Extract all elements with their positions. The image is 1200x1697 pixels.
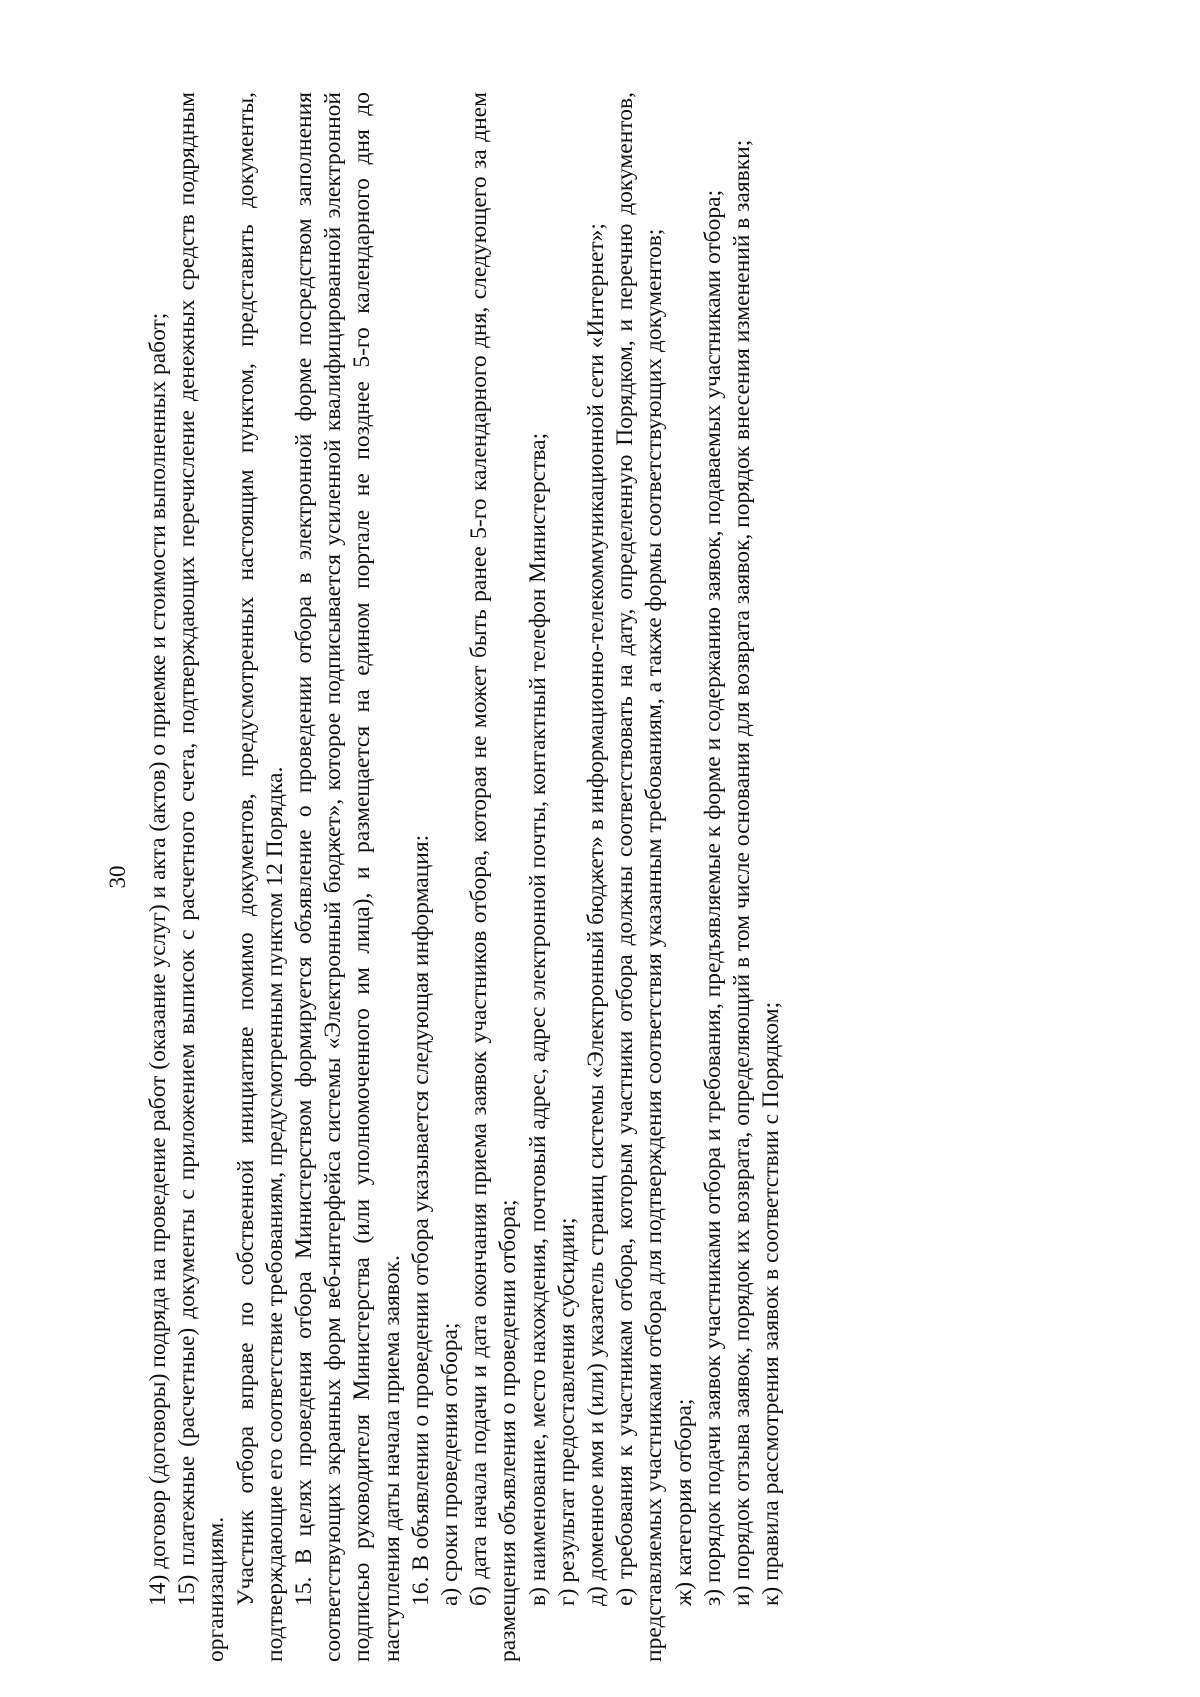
list-item-v: в) наименование, место нахождения, почтовый адрес, адрес электронной почты, контактный телефон Министерства; — [524, 432, 551, 1606]
list-item-e: е) требования к участникам отбора, которым участники отбора должны соответствовать на дату, определенную Порядком, и перечню документов, представляемых участниками отбора для подтверждения соответствия указанным требованиям, а также формы соответствующих документов; — [612, 92, 668, 1662]
paragraph-item-14: 14) договор (договоры) подряда на проведение работ (оказание услуг) и акта (актов) о приемке и стоимости выполненных работ; — [145, 312, 171, 1606]
list-item-zh: ж) категория отбора; — [670, 1398, 697, 1606]
paragraph-clause-15: 15. В целях проведения отбора Министерством формируется объявление о проведении отбора в электронной форме посредством заполнения соответствующих экранных форм веб-интерфейса системы «Электронный бюджет», которое подписывается усиленной квалифицированной электронной подписью руководителя Министерства (или уполномоченного им лица), и размещается на едином портале не позднее 5-го календарного дня до наступления даты начала приема заявок. — [291, 92, 405, 1662]
rotated-text-frame — [92, 92, 962, 1662]
paragraph-clause-16: 16. В объявлении о проведении отбора указывается следующая информация: — [407, 834, 434, 1606]
list-item-z: з) порядок подачи заявок участниками отбора и требования, предъявляемые к форме и содержанию заявок, подаваемых участниками отбора; — [699, 189, 726, 1606]
paragraph-item-15: 15) платежные (расчетные) документы с приложением выписок с расчетного счета, подтверждающих перечисление денежных средств подрядным организациям. — [174, 92, 230, 1662]
paragraph-own-initiative: Участник отбора вправе по собственной инициативе помимо документов, предусмотренных настоящим пунктом, представить документы, подтверждающие его соответствие требованиям, предусмотренным пунктом 12 Порядка. — [232, 92, 288, 1662]
list-item-g: г) результат предоставления субсидии; — [553, 1217, 580, 1606]
list-item-a: а) сроки проведения отбора; — [437, 1322, 464, 1606]
list-item-k: к) правила рассмотрения заявок в соответствии с Порядком; — [758, 1001, 785, 1606]
list-item-d: д) доменное имя и (или) указатель страниц системы «Электронный бюджет» в информационно-телекоммуникационной сети «Интернет»; — [583, 223, 610, 1606]
list-item-i: и) порядок отзыва заявок, порядок их возврата, определяющий в том числе основания для возврата заявок, порядок внесения изменений в заявки; — [729, 139, 756, 1606]
body-text — [144, 92, 786, 1662]
list-item-b: б) дата начала подачи и дата окончания приема заявок участников отбора, которая не может быть ранее 5-го календарного дня, следующего за днем размещения объявления о проведении отбора; — [466, 92, 522, 1662]
page-number: 30 — [105, 865, 130, 889]
